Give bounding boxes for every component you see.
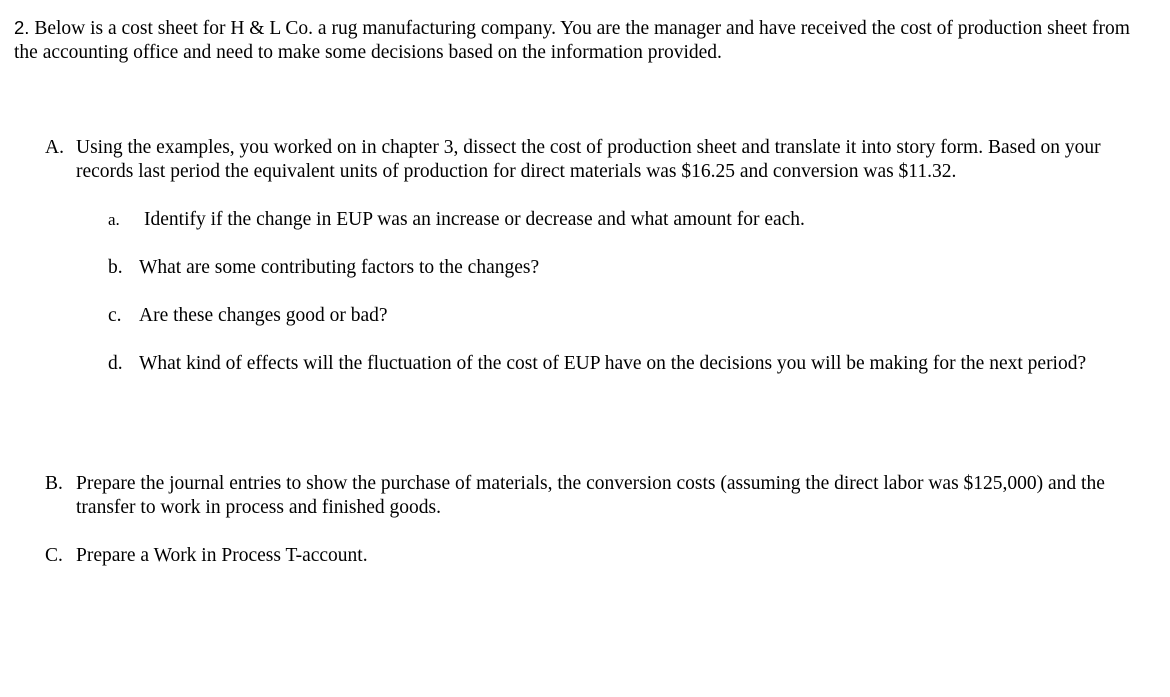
question-c-text: Prepare a Work in Process T-account. xyxy=(76,545,368,566)
subquestion-b-text: What are some contributing factors to the changes? xyxy=(139,257,540,278)
problem-number: 2. xyxy=(14,17,30,38)
problem-intro-text: Below is a cost sheet for H & L Co. a rug manufacturing company. You are the manager and have received the cost of production sheet from the accounting office and need to make some decisions based on the information provided. xyxy=(14,18,1130,63)
subquestion-d-marker: d. xyxy=(108,353,123,374)
question-b-marker: B. xyxy=(45,473,63,494)
subquestion-c-marker: c. xyxy=(108,305,122,326)
subquestion-d xyxy=(108,352,1108,376)
question-a-marker: A. xyxy=(45,137,64,158)
question-c xyxy=(45,544,1145,568)
question-c-marker: C. xyxy=(45,545,63,566)
problem-intro xyxy=(14,16,1154,65)
subquestion-c-text: Are these changes good or bad? xyxy=(139,305,388,326)
subquestion-d-text: What kind of effects will the fluctuation of the cost of EUP have on the decisions you will be making for the next period? xyxy=(139,353,1087,374)
question-a-text: Using the examples, you worked on in chapter 3, dissect the cost of production sheet and translate it into story form. Based on your records last period the equivalent units of production for direct materials was $16.25 and conversion was $11.32. xyxy=(76,137,1101,182)
question-b-text: Prepare the journal entries to show the purchase of materials, the conversion costs (assuming the direct labor was $125,000) and the transfer to work in process and finished goods. xyxy=(76,473,1105,518)
question-b xyxy=(45,472,1145,520)
subquestion-a xyxy=(108,208,1108,232)
subquestion-c xyxy=(108,304,1108,328)
subquestion-a-text: Identify if the change in EUP was an increase or decrease and what amount for each. xyxy=(144,209,805,230)
subquestion-a-marker: a. xyxy=(108,210,120,229)
question-a xyxy=(45,136,1145,184)
subquestion-b-marker: b. xyxy=(108,257,123,278)
subquestion-b xyxy=(108,256,1108,280)
